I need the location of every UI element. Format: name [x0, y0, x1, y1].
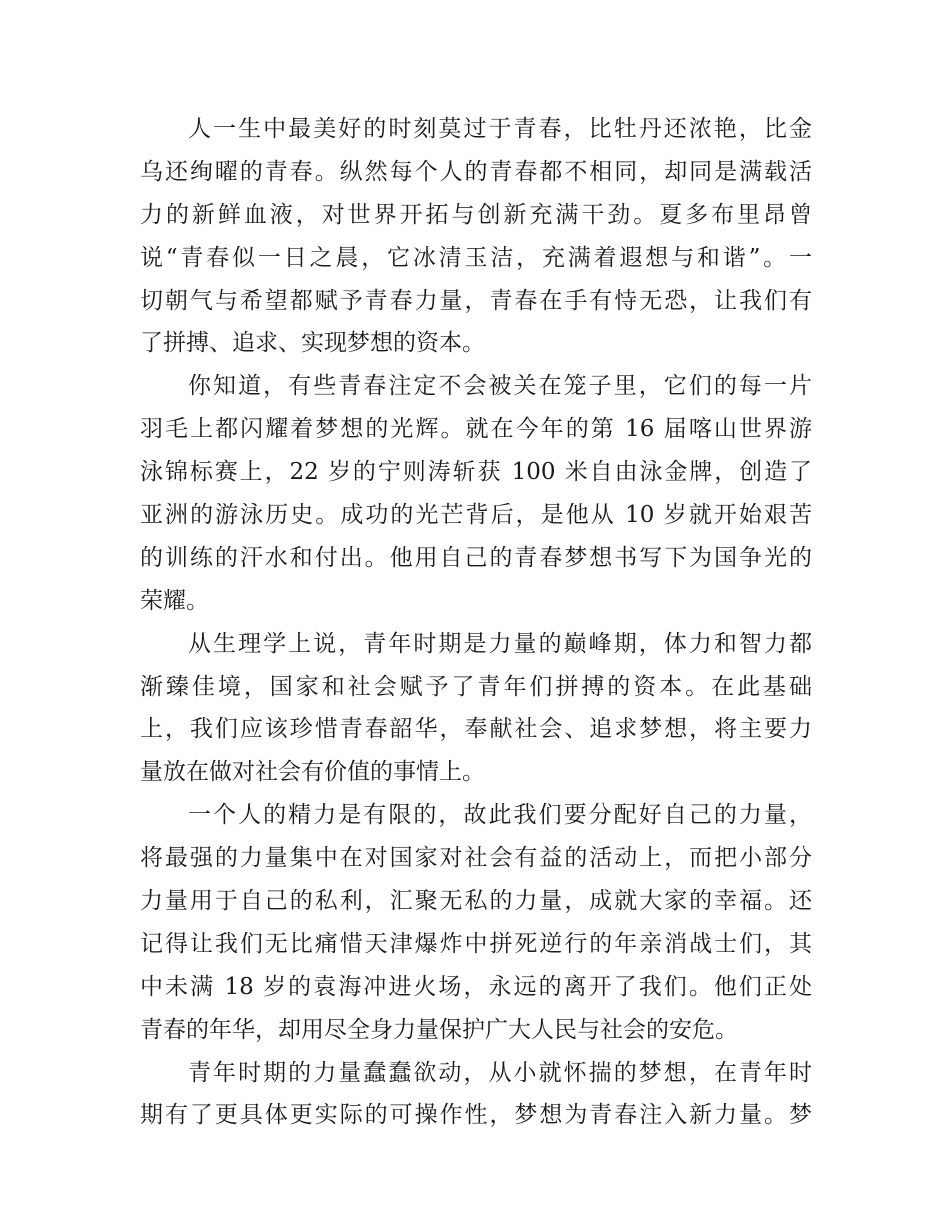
text-line: 上，我们应该珍惜青春韶华，奉献社会、追求梦想，将主要力 [140, 716, 812, 743]
text-line: 荣耀。 [140, 587, 209, 614]
text-line: 乌还绚曜的青春。纵然每个人的青春都不相同，却同是满载活 [140, 158, 812, 185]
text-line: 亚洲的游泳历史。成功的光芒背后，是他从 10 岁就开始艰苦 [140, 502, 812, 529]
text-line: 量放在做对社会有价值的事情上。 [140, 759, 485, 786]
text-line: 的训练的汗水和付出。他用自己的青春梦想书写下为国争光的 [140, 544, 812, 571]
text-line: 渐臻佳境，国家和社会赋予了青年们拼搏的资本。在此基础 [140, 673, 812, 700]
text-line: 你知道，有些青春注定不会被关在笼子里，它们的每一片 [188, 373, 812, 400]
text-line: 切朝气与希望都赋予青春力量，青春在手有恃无恐，让我们有 [140, 287, 812, 314]
text-line: 说“青春似一日之晨，它冰清玉洁，充满着遐想与和谐”。一 [140, 244, 812, 271]
text-line: 中未满 18 岁的袁海冲进火场，永远的离开了我们。他们正处 [140, 973, 812, 1000]
text-line: 力的新鲜血液，对世界开拓与创新充满干劲。夏多布里昂曾 [140, 201, 812, 228]
text-line: 从生理学上说，青年时期是力量的巅峰期，体力和智力都 [188, 630, 812, 657]
document-body [140, 108, 812, 1137]
text-line: 将最强的力量集中在对国家对社会有益的活动上，而把小部分 [140, 845, 812, 872]
text-line: 人一生中最美好的时刻莫过于青春，比牡丹还浓艳，比金 [188, 116, 812, 142]
text-line: 记得让我们无比痛惜天津爆炸中拼死逆行的年亲消战士们，其 [140, 930, 812, 957]
text-line: 期有了更具体更实际的可操作性，梦想为青春注入新力量。梦 [140, 1102, 812, 1129]
text-line: 一个人的精力是有限的，故此我们要分配好自己的力量， [188, 802, 812, 829]
text-line: 力量用于自己的私利，汇聚无私的力量，成就大家的幸福。还 [140, 888, 812, 915]
text-line: 羽毛上都闪耀着梦想的光辉。就在今年的第 16 届喀山世界游 [140, 416, 812, 443]
text-line: 青年时期的力量蠢蠢欲动，从小就怀揣的梦想，在青年时 [188, 1059, 812, 1086]
text-line: 了拼搏、追求、实现梦想的资本。 [140, 330, 485, 357]
text-line: 泳锦标赛上，22 岁的宁则涛斩获 100 米自由泳金牌，创造了 [140, 459, 812, 486]
text-line: 青春的年华，却用尽全身力量保护广大人民与社会的安危。 [140, 1016, 738, 1043]
